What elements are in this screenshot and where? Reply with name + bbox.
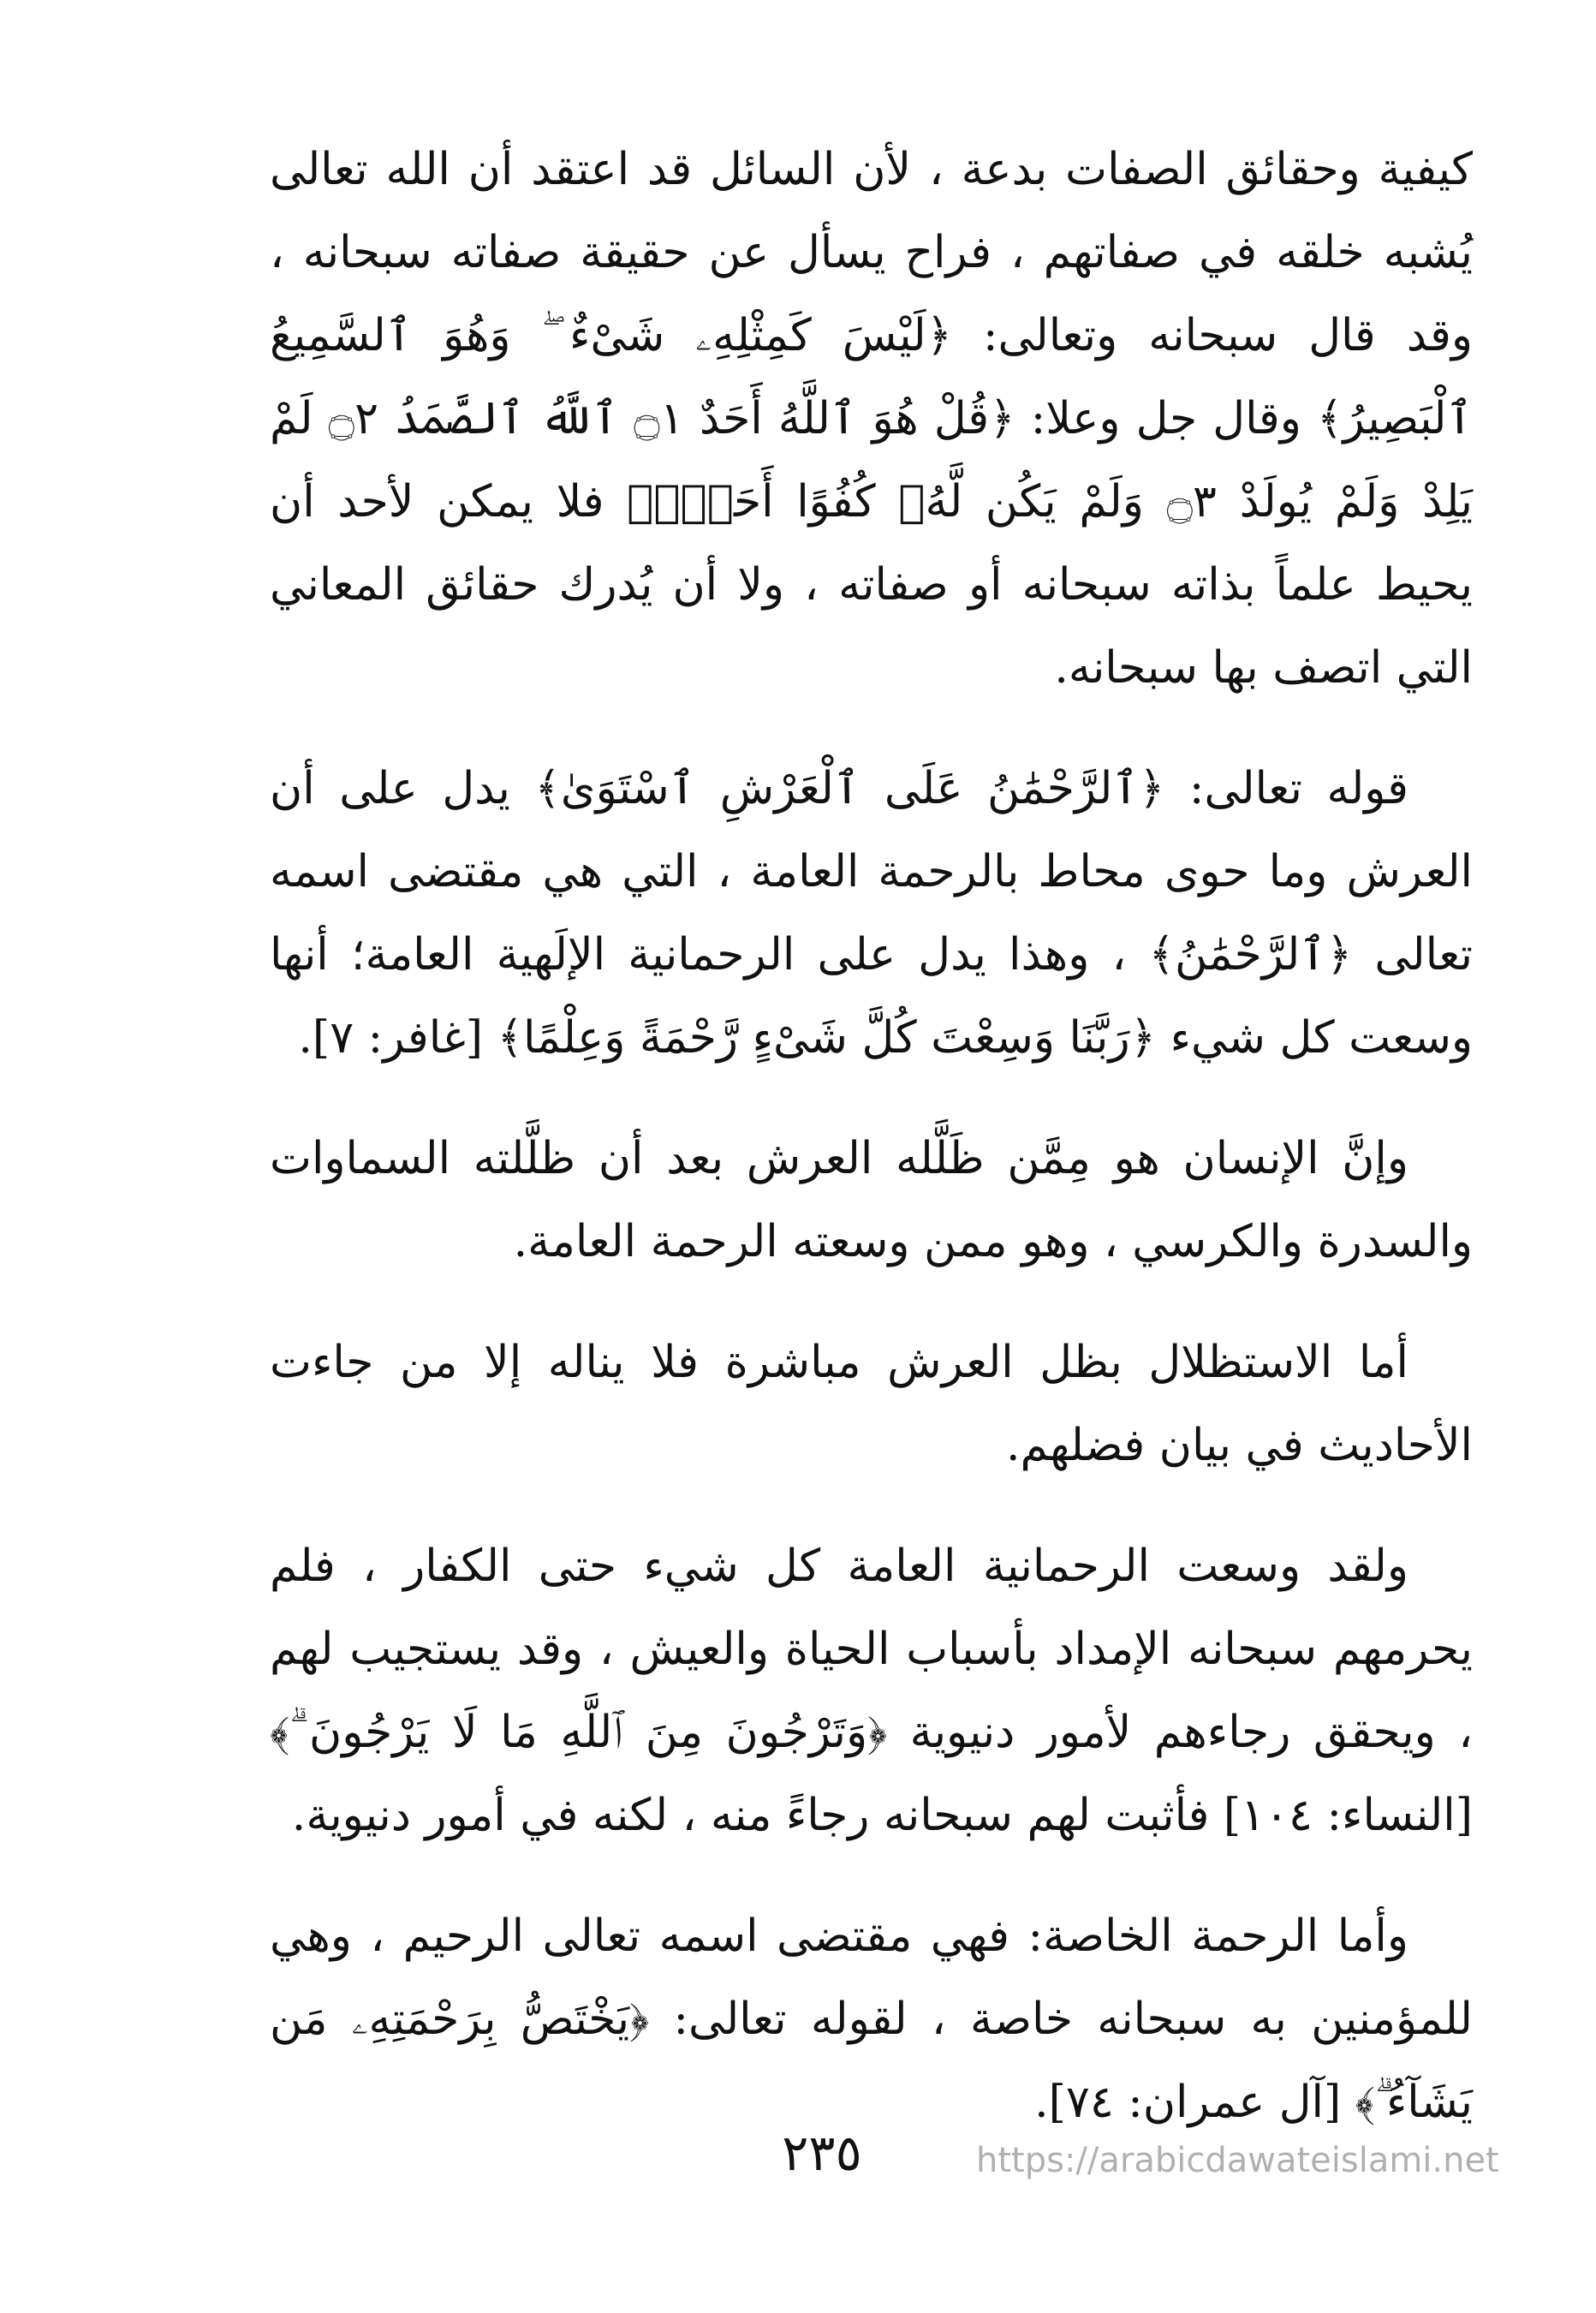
paragraph-2: قوله تعالى: ﴿ٱلرَّحْمَٰنُ عَلَى ٱلْعَرْشِ ٱسْتَوَىٰ﴾ يدل على أن العرش وما حوى محاط بالرحمة العامة ، التي هي مقتضى اسمه تعالى ﴿ٱلرَّحْمَٰنُ﴾ ، وهذا يدل على الرحمانية الإلَهية العامة؛ أنها وسعت كل شيء ﴿رَبَّنَا وَسِعْتَ كُلَّ شَىْءٍ رَّحْمَةً وَعِلْمًا﴾ [غافر: ٧].	[270, 763, 1473, 1064]
paragraph-1: كيفية وحقائق الصفات بدعة ، لأن السائل قد اعتقد أن الله تعالى يُشبه خلقه في صفاتهم ، فراح يسأل عن حقيقة صفاته سبحانه ، وقد قال سبحانه وتعالى: ﴿لَيْسَ كَمِثْلِهِۦ شَىْءٌ ۖ وَهُوَ ٱلسَّمِيعُ ٱلْبَصِيرُ﴾ وقال جل وعلا: ﴿قُلْ هُوَ ٱللَّهُ أَحَدٌ ۝١ ٱللَّهُ ٱلصَّمَدُ ۝٢ لَمْ يَلِدْ وَلَمْ يُولَدْ ۝٣ وَلَمْ يَكُن لَّهُۥ كُفُوًا أَحَدٌۢ﴾ فلا يمكن لأحد أن يحيط علماً بذاته سبحانه أو صفاته ، ولا أن يُدرك حقائق المعاني التي اتصف بها سبحانه.	[270, 144, 1474, 694]
paragraph-6: وأما الرحمة الخاصة: فهي مقتضى اسمه تعالى الرحيم ، وهي للمؤمنين به سبحانه خاصة ، لقوله تعالى: ﴿يَخْتَصُّ بِرَحْمَتِهِۦ مَن يَشَآءُ ۗ﴾ [آل عمران: ٧٤].	[270, 1911, 1473, 2128]
book-page-body	[270, 128, 1473, 2141]
watermark-url: https://arabicdawateislami.net	[976, 2141, 1499, 2180]
paragraph-4: أما الاستظلال بظل العرش مباشرة فلا يناله إلا من جاءت الأحاديث في بيان فضلهم.	[270, 1337, 1473, 1471]
paragraph-3: وإنَّ الإنسان هو مِمَّن ظَلَّله العرش بعد أن ظلَّلته السماوات والسدرة والكرسي ، وهو ممن وسعته الرحمة العامة.	[270, 1133, 1473, 1267]
paragraph-5: ولقد وسعت الرحمانية العامة كل شيء حتى الكفار ، فلم يحرمهم سبحانه الإمداد بأسباب الحياة والعيش ، وقد يستجيب لهم ، ويحقق رجاءهم لأمور دنيوية ﴿وَتَرْجُونَ مِنَ ٱللَّهِ مَا لَا يَرْجُونَ ۗ﴾ [النساء: ١٠٤] فأثبت لهم سبحانه رجاءً منه ، لكنه في أمور دنيوية.	[270, 1541, 1473, 1841]
page-number: ٢٣٥	[782, 2124, 862, 2182]
